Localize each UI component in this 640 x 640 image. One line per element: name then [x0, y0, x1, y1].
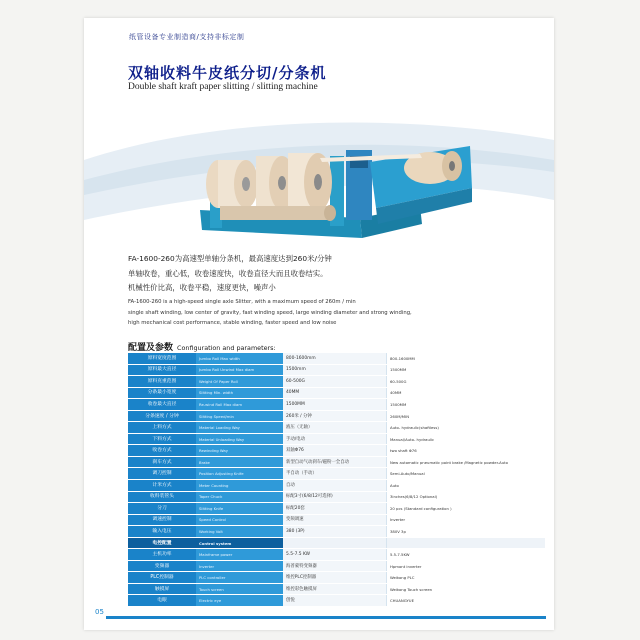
spec-label-cn: 触摸屏 [128, 583, 196, 595]
spec-value: 新型自动气动刹车/磁粉一全自动 [283, 456, 387, 468]
spec-label-cn: 收卷最大直径 [128, 399, 196, 411]
description-cn-line: 单轴收卷，重心低，收卷速度快，收卷直径大而且收卷结实。 [128, 268, 328, 278]
spec-value: 40MM [283, 387, 387, 399]
description-cn-line: 机械性价比高，收卷平稳，速度更快，噪声小 [128, 283, 276, 292]
spec-value: 自动 [283, 480, 387, 492]
spec-row [128, 491, 545, 503]
spec-row [128, 445, 545, 457]
spec-label-en: Working Volt [196, 526, 283, 538]
spec-value-en: Weikong Touch screen [387, 583, 546, 595]
spec-label-cn: 原料宽度范围 [128, 353, 196, 364]
product-title-en: Double shaft kraft paper slitting / slitting machine [128, 82, 318, 92]
spec-value: 双轴Φ76 [283, 445, 387, 457]
spec-label-cn: 收料装管头 [128, 491, 196, 503]
spec-row [128, 433, 545, 445]
spec-value-en: 5.5-7.5KW [387, 549, 546, 561]
spec-label-en: Weight Of Paper Roll [196, 376, 283, 388]
spec-label-en: Taper Chuck [196, 491, 283, 503]
spec-value-en: 260M/MIN [387, 410, 546, 422]
spec-label-cn: 刹车方式 [128, 456, 196, 468]
tagline: 纸管设备专业制造商/支持非标定制 [129, 33, 245, 41]
spec-label-cn: PLC控制器 [128, 572, 196, 584]
spec-row [128, 537, 545, 549]
spec-label-en: Inverter [196, 560, 283, 572]
section-title [128, 340, 276, 353]
spec-value: 380 (3P) [283, 526, 387, 538]
description-cn [128, 252, 332, 296]
spec-row [128, 595, 545, 607]
spec-value-en: 1500MM [387, 399, 546, 411]
spec-value-en: Manual/Auto- hydraulic [387, 433, 546, 445]
description-en-line: FA-1600-260 is a high-speed single axle Slitter, with a maximum speed of 260m / min [128, 299, 356, 305]
spec-value-en: Auto- hydraulic(shaftless) [387, 422, 546, 434]
spec-value: 1500mm [283, 364, 387, 376]
spec-row [128, 560, 545, 572]
spec-value: 5.5-7.5 KW [283, 549, 387, 561]
spec-label-en: Touch screen [196, 583, 283, 595]
spec-label-en: Position Adjusting Knife [196, 468, 283, 480]
spec-value: 液压（无轴） [283, 422, 387, 434]
spec-value: 手动/电动 [283, 433, 387, 445]
spec-row [128, 399, 545, 411]
description-en-line: single shaft winding, low center of gravity, fast winding speed, large winding diameter and strong winding, [128, 309, 412, 316]
spec-label-cn: 分条速度 / 分钟 [128, 410, 196, 422]
spec-label-en: Brake [196, 456, 283, 468]
spec-row [128, 456, 545, 468]
spec-label-cn: 计米方式 [128, 480, 196, 492]
spec-value-en: 800-1600MM [387, 353, 546, 364]
spec-row [128, 503, 545, 515]
spec-label-en: Speed Control [196, 514, 283, 526]
spec-row [128, 422, 545, 434]
footer-rule [106, 616, 546, 619]
spec-value-en: 40MM [387, 387, 546, 399]
spec-label-cn: 主机功率 [128, 549, 196, 561]
spec-row [128, 526, 545, 538]
spec-value: 半自动（手动） [283, 468, 387, 480]
spec-label-cn: 分刀 [128, 503, 196, 515]
spec-value-en: Weikong PLC [387, 572, 546, 584]
spec-label-en: Mainframe power [196, 549, 283, 561]
spec-row [128, 376, 545, 388]
spec-label-en: Slitting Knife [196, 503, 283, 515]
spec-value: 海普蒙特变频器 [283, 560, 387, 572]
spec-label-en: Slitting Min. width [196, 387, 283, 399]
spec-value: 创悦 [283, 595, 387, 607]
spec-label-en: Meter Counting [196, 480, 283, 492]
spec-label-en: Control system [196, 537, 283, 549]
spec-label-cn: 原料克重范围 [128, 376, 196, 388]
spec-label-en: Jumbo Roll Unwind Max diam [196, 364, 283, 376]
spec-row [128, 410, 545, 422]
description-en [128, 297, 412, 329]
section-title-en: Configuration and parameters: [177, 344, 276, 352]
spec-value-en: 380V 3p [387, 526, 546, 538]
spec-label-en: Material Loading Way [196, 422, 283, 434]
spec-row [128, 549, 545, 561]
spec-value: 260米 / 分钟 [283, 410, 387, 422]
spec-value: 维控彩色触摸屏 [283, 583, 387, 595]
spec-value: 1500MM [283, 399, 387, 411]
spec-label-en: Jumbo Roll Max width [196, 353, 283, 364]
product-title-cn: 双轴收料牛皮纸分切/分条机 [128, 64, 327, 82]
spec-row [128, 364, 545, 376]
spec-value: 维控PLC控制器 [283, 572, 387, 584]
spec-value-en: 1500MM [387, 364, 546, 376]
spec-label-cn: 原料最大直径 [128, 364, 196, 376]
spec-value-en: Hpmont inverter [387, 560, 546, 572]
description-en-line: high mechanical cost performance, stable winding, faster speed and low noise [128, 320, 337, 326]
spec-row [128, 353, 545, 364]
spec-table [128, 353, 545, 607]
spec-value [283, 537, 387, 549]
spec-label-cn: 下料方式 [128, 433, 196, 445]
spec-value: 800-1600mm [283, 353, 387, 364]
spec-label-en: Re-wind Roll Max diam [196, 399, 283, 411]
spec-value-en [387, 537, 546, 549]
spec-row [128, 514, 545, 526]
catalog-page [84, 18, 554, 630]
spec-label-cn: 变频器 [128, 560, 196, 572]
spec-value-en: 60-500G [387, 376, 546, 388]
spec-value-en: Semi-Auto/Manual [387, 468, 546, 480]
spec-value-en: CHUANGYUE [387, 595, 546, 607]
spec-label-en: Rewinding Way [196, 445, 283, 457]
description-cn-line: FA-1600-260为高速型单轴分条机，最高速度达到260米/分钟 [128, 254, 332, 263]
spec-value: 标配3寸(6/8/12可选择) [283, 491, 387, 503]
spec-value: 变频调速 [283, 514, 387, 526]
spec-row [128, 468, 545, 480]
page-number: 05 [95, 608, 104, 616]
spec-value: 60-500G [283, 376, 387, 388]
spec-row [128, 480, 545, 492]
spec-label-en: PLC controller [196, 572, 283, 584]
spec-value-en: 3inches(6/8/12 Optional) [387, 491, 546, 503]
spec-value-en: Auto [387, 480, 546, 492]
spec-label-en: Slitting Speed/min [196, 410, 283, 422]
spec-label-cn: 上料方式 [128, 422, 196, 434]
slitting-machine-image [180, 98, 480, 258]
spec-value-en: two shaft Φ76 [387, 445, 546, 457]
spec-label-cn: 电控配置 [128, 537, 196, 549]
spec-label-cn: 电眼 [128, 595, 196, 607]
spec-label-cn: 输入电压 [128, 526, 196, 538]
spec-row [128, 583, 545, 595]
section-title-cn: 配置及参数 [128, 343, 174, 353]
spec-value-en: New automatic pneumatic point brake /Magnetic powder-Auto [387, 456, 546, 468]
spec-label-cn: 收卷方式 [128, 445, 196, 457]
spec-label-cn: 分条最小宽度 [128, 387, 196, 399]
spec-value-en: Inverter [387, 514, 546, 526]
spec-label-cn: 调刀控制 [128, 468, 196, 480]
spec-row [128, 387, 545, 399]
spec-label-en: Electric eye [196, 595, 283, 607]
spec-row [128, 572, 545, 584]
spec-label-en: Material Unloading Way [196, 433, 283, 445]
spec-label-cn: 调速控制 [128, 514, 196, 526]
spec-value: 标配20套 [283, 503, 387, 515]
spec-value-en: 20 pcs (Standard configuration ) [387, 503, 546, 515]
